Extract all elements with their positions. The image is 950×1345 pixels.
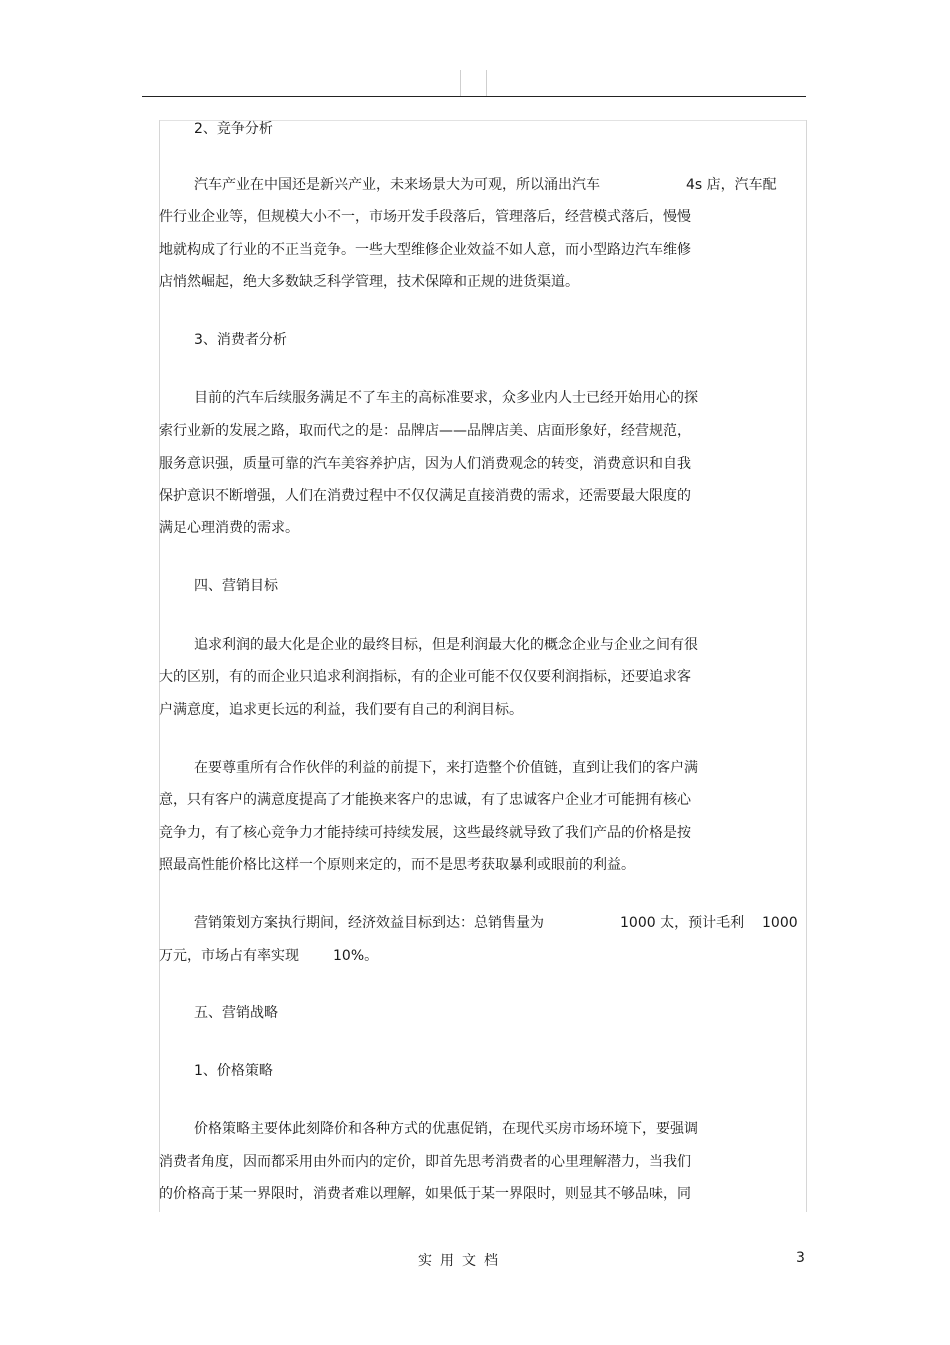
paragraph-line: 户满意度，追求更长远的利益，我们要有自己的利润目标。 bbox=[159, 702, 523, 718]
market-share-value: 10%。 bbox=[333, 948, 379, 964]
paragraph-line: 万元，市场占有率实现 bbox=[159, 948, 299, 964]
paragraph-line: 服务意识强，质量可靠的汽车美容养护店，因为人们消费观念的转变，消费意识和自我 bbox=[159, 456, 691, 472]
paragraph-line: 4s 店，汽车配 bbox=[686, 177, 777, 193]
header-divider bbox=[486, 70, 487, 96]
paragraph-line: 追求利润的最大化是企业的最终目标，但是利润最大化的概念企业与企业之间有很 bbox=[194, 637, 698, 653]
paragraph-line: 的价格高于某一界限时，消费者难以理解，如果低于某一界限时，则显其不够品味，同 bbox=[159, 1186, 691, 1202]
footer-label: 实用文档 bbox=[418, 1253, 506, 1269]
paragraph-line: 地就构成了行业的不正当竞争。一些大型维修企业效益不如人意，而小型路边汽车维修 bbox=[159, 242, 691, 258]
section-heading: 2、竞争分析 bbox=[194, 121, 273, 137]
page-frame-right bbox=[806, 120, 807, 1212]
paragraph-line: 满足心理消费的需求。 bbox=[159, 520, 299, 536]
paragraph-line: 汽车产业在中国还是新兴产业，未来场景大为可观，所以涌出汽车 bbox=[194, 177, 600, 193]
header-divider bbox=[460, 70, 461, 96]
paragraph-line: 店悄然崛起，绝大多数缺乏科学管理，技术保障和正规的进货渠道。 bbox=[159, 274, 579, 290]
paragraph-line: 目前的汽车后续服务满足不了车主的高标准要求，众多业内人士已经开始用心的探 bbox=[194, 390, 698, 406]
paragraph-line: 件行业企业等，但规模大小不一，市场开发手段落后，管理落后，经营模式落后，慢慢 bbox=[159, 209, 691, 225]
paragraph-line: 索行业新的发展之路，取而代之的是：品牌店——品牌店美、店面形象好，经营规范， bbox=[159, 423, 691, 439]
paragraph-line: 竞争力，有了核心竞争力才能持续可持续发展，这些最终就导致了我们产品的价格是按 bbox=[159, 825, 691, 841]
section-heading: 五、营销战略 bbox=[194, 1005, 278, 1021]
section-heading: 四、营销目标 bbox=[194, 578, 278, 594]
paragraph-line: 营销策划方案执行期间，经济效益目标到达：总销售量为 bbox=[194, 915, 544, 931]
section-heading: 3、消费者分析 bbox=[194, 332, 287, 348]
paragraph-line: 大的区别，有的而企业只追求利润指标，有的企业可能不仅仅要利润指标，还要追求客 bbox=[159, 669, 691, 685]
page-number: 3 bbox=[796, 1250, 805, 1266]
paragraph-line: 保护意识不断增强，人们在消费过程中不仅仅满足直接消费的需求，还需要最大限度的 bbox=[159, 488, 691, 504]
sales-target-value: 1000 太，预计毛利 bbox=[620, 915, 745, 931]
paragraph-line: 在要尊重所有合作伙伴的利益的前提下，来打造整个价值链，直到让我们的客户满 bbox=[194, 760, 698, 776]
paragraph-line: 照最高性能价格比这样一个原则来定的，而不是思考获取暴利或眼前的利益。 bbox=[159, 857, 635, 873]
paragraph-line: 消费者角度，因而都采用由外而内的定价，即首先思考消费者的心里理解潜力，当我们 bbox=[159, 1154, 691, 1170]
paragraph-line: 意，只有客户的满意度提高了才能换来客户的忠诚，有了忠诚客户企业才可能拥有核心 bbox=[159, 792, 691, 808]
section-heading: 1、价格策略 bbox=[194, 1063, 273, 1079]
profit-target-value: 1000 bbox=[762, 915, 798, 931]
header-rule bbox=[142, 96, 806, 97]
paragraph-line: 价格策略主要体此刻降价和各种方式的优惠促销，在现代买房市场环境下，要强调 bbox=[194, 1121, 698, 1137]
